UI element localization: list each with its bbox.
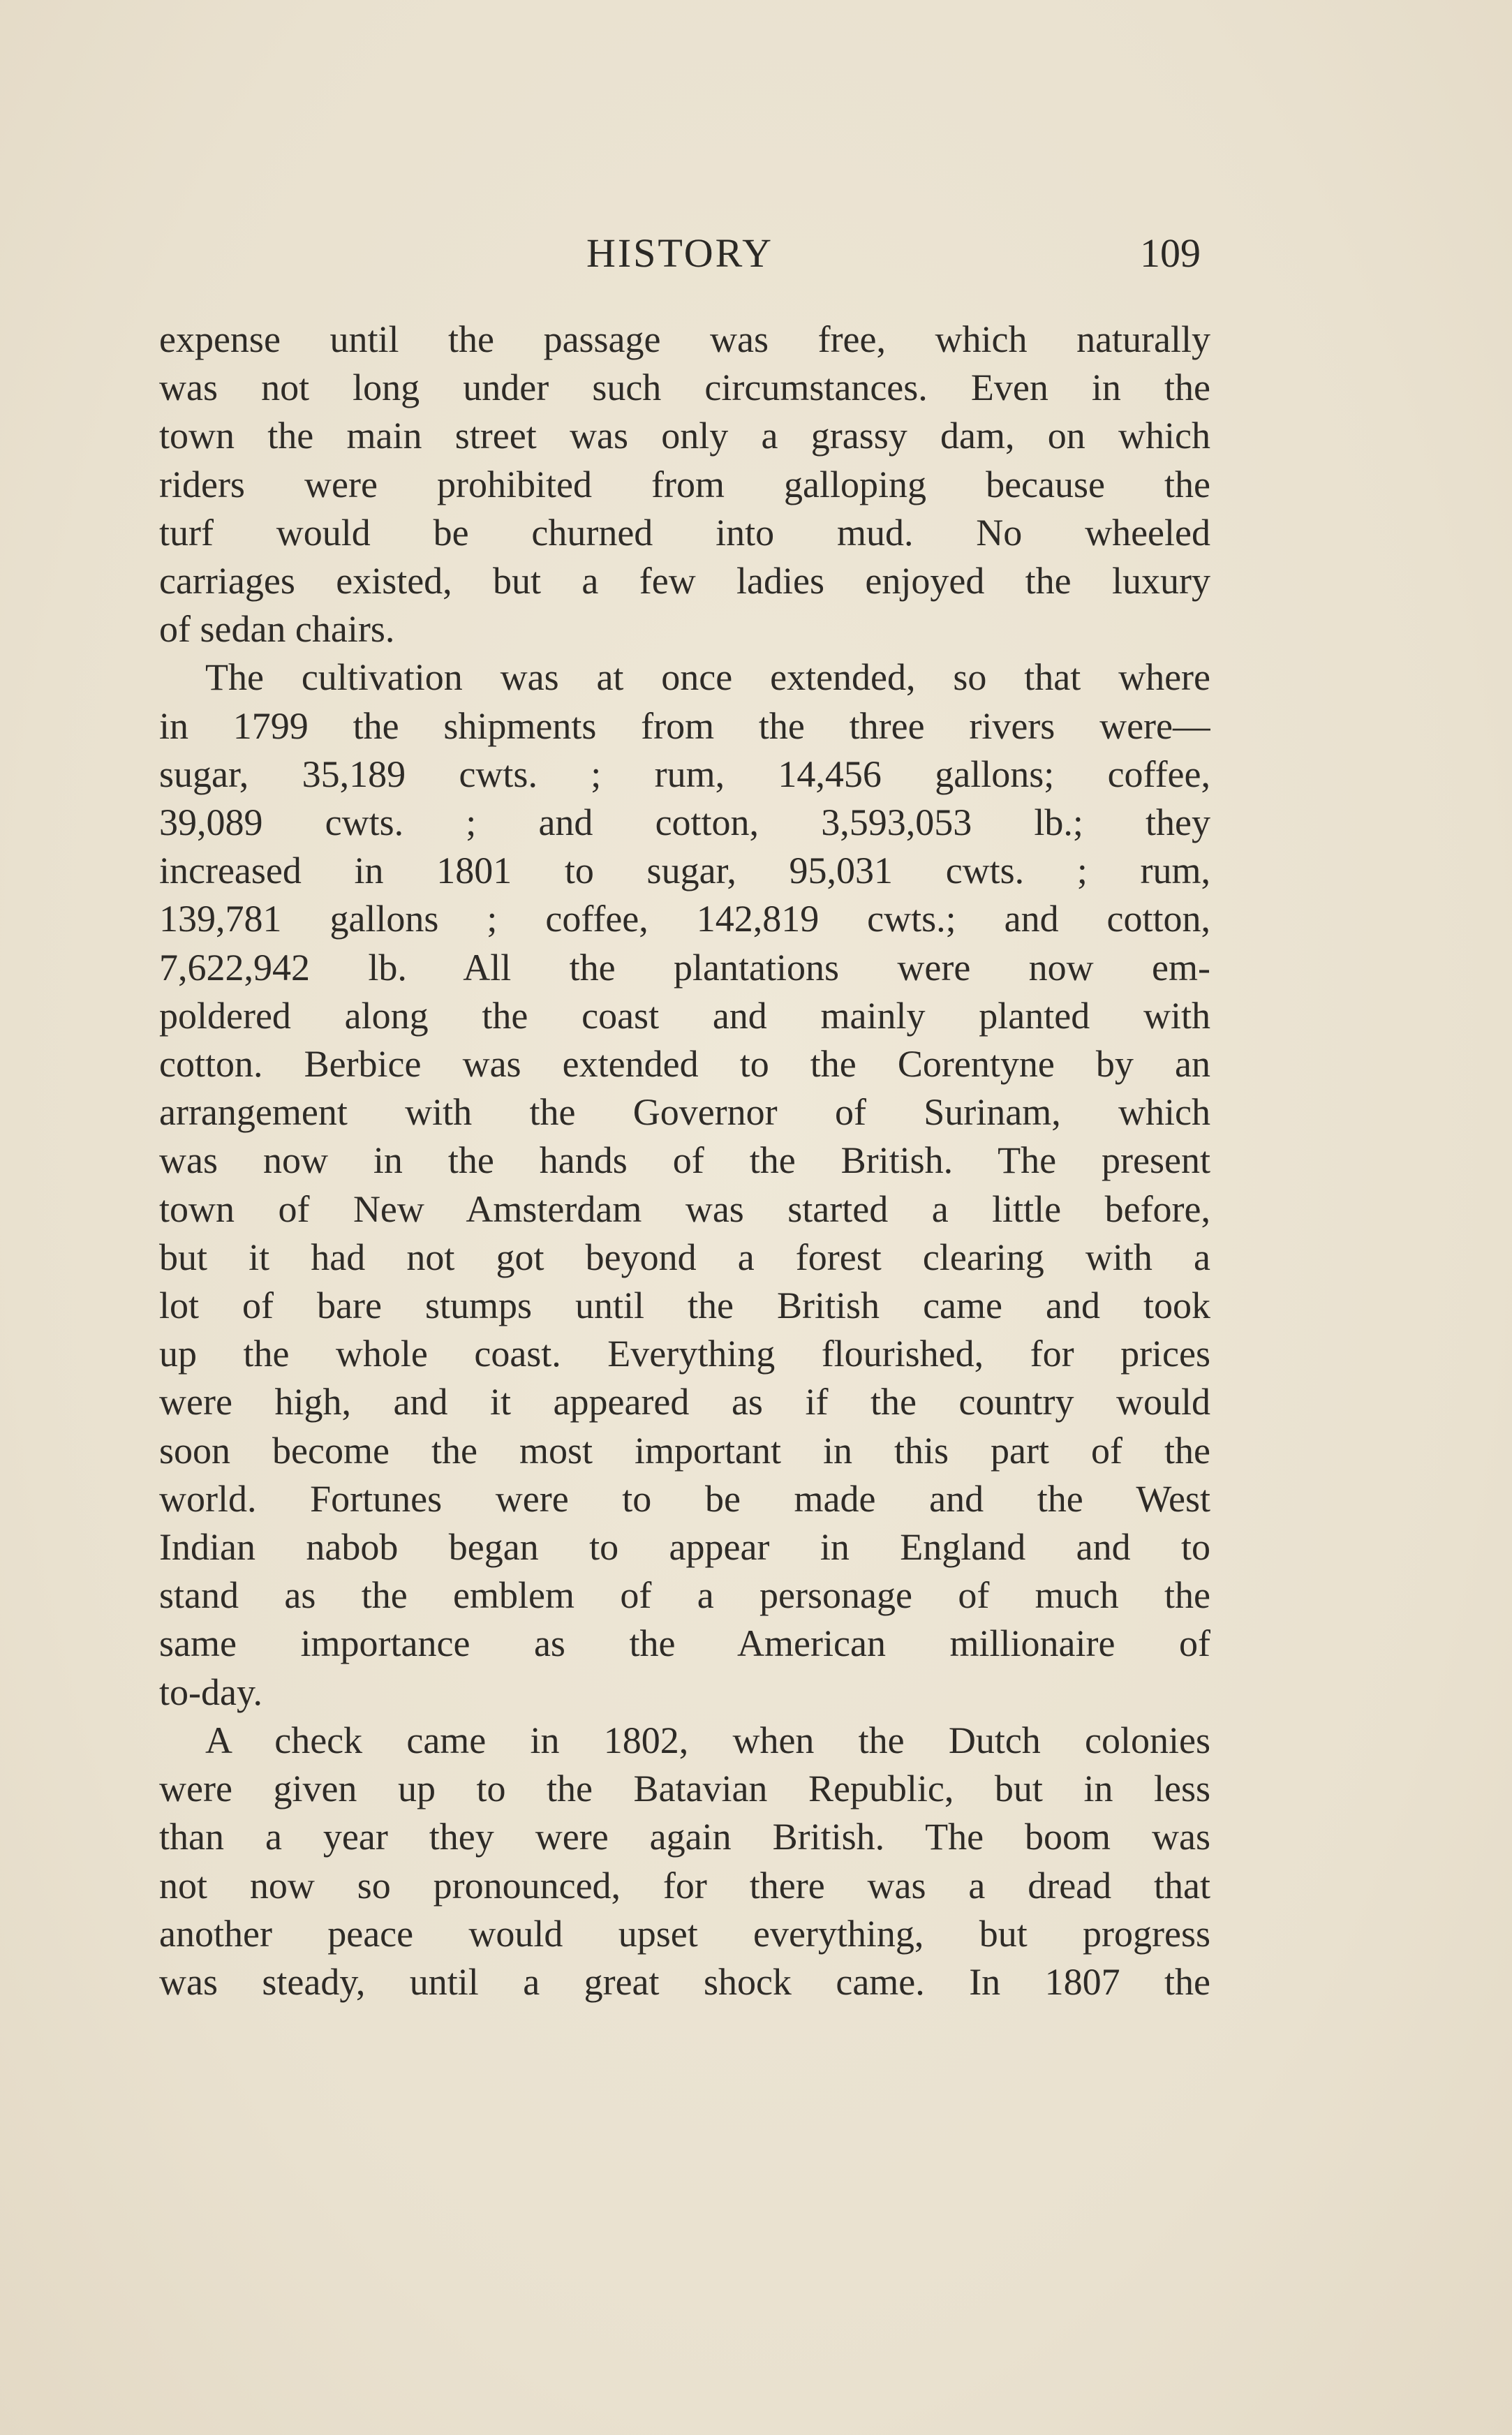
text-line: town of New Amsterdam was started a little before, (159, 1187, 1210, 1230)
text-line: 7,622,942 lb. All the plantations were now em- (159, 946, 1210, 989)
text-line: riders were prohibited from galloping because the (159, 463, 1210, 505)
text-line: stand as the emblem of a personage of much the (159, 1574, 1210, 1617)
text-line: in 1799 the shipments from the three rivers were— (159, 704, 1210, 747)
text-line: soon become the most important in this part of the (159, 1429, 1210, 1472)
text-line: was now in the hands of the British. The present (159, 1139, 1210, 1182)
text-line: sugar, 35,189 cwts. ; rum, 14,456 gallons; coffee, (159, 753, 1210, 795)
text-line: A check came in 1802, when the Dutch colonies (205, 1719, 1210, 1761)
text-line: turf would be churned into mud. No wheeled (159, 511, 1210, 554)
text-line: Indian nabob began to appear in England and to (159, 1526, 1210, 1569)
running-title: HISTORY (586, 230, 774, 276)
text-line: The cultivation was at once extended, so that where (205, 656, 1210, 699)
text-line: was not long under such circumstances. Even in the (159, 367, 1210, 409)
text-line: expense until the passage was free, which naturally (159, 318, 1210, 360)
text-line: but it had not got beyond a forest clearing with a (159, 1236, 1210, 1278)
text-line: than a year they were again British. The boom was (159, 1816, 1210, 1858)
text-line: up the whole coast. Everything flourished, for prices (159, 1333, 1210, 1375)
text-line: carriages existed, but a few ladies enjoyed the luxury (159, 560, 1210, 602)
text-line: of sedan chairs. (159, 608, 395, 651)
text-line: increased in 1801 to sugar, 95,031 cwts. ; rum, (159, 850, 1210, 892)
text-line: 39,089 cwts. ; and cotton, 3,593,053 lb.; they (159, 801, 1210, 844)
text-line: 139,781 gallons ; coffee, 142,819 cwts.; and cotton, (159, 898, 1210, 940)
page-header (159, 222, 1201, 285)
paragraph-2 (159, 653, 1210, 1716)
text-line: another peace would upset everything, but progress (159, 1912, 1210, 1955)
text-line: arrangement with the Governor of Surinam, which (159, 1091, 1210, 1134)
text-line: cotton. Berbice was extended to the Corentyne by an (159, 1043, 1210, 1086)
text-line: town the main street was only a grassy dam, on which (159, 415, 1210, 457)
paragraph-1 (159, 316, 1210, 653)
paragraph-3 (159, 1717, 1210, 2006)
text-line: poldered along the coast and mainly planted with (159, 994, 1210, 1037)
text-line: not now so pronounced, for there was a dread that (159, 1864, 1210, 1907)
text-line: world. Fortunes were to be made and the West (159, 1477, 1210, 1520)
page-number: 109 (1140, 230, 1201, 276)
text-line: to-day. (159, 1671, 262, 1713)
text-line: were high, and it appeared as if the country would (159, 1381, 1210, 1423)
text-line: were given up to the Batavian Republic, but in less (159, 1768, 1210, 1810)
text-line: same importance as the American millionaire of (159, 1622, 1210, 1665)
text-line: lot of bare stumps until the British came and took (159, 1285, 1210, 1327)
body-text (159, 316, 1210, 2006)
text-line: was steady, until a great shock came. In 1807 the (159, 1960, 1210, 2003)
